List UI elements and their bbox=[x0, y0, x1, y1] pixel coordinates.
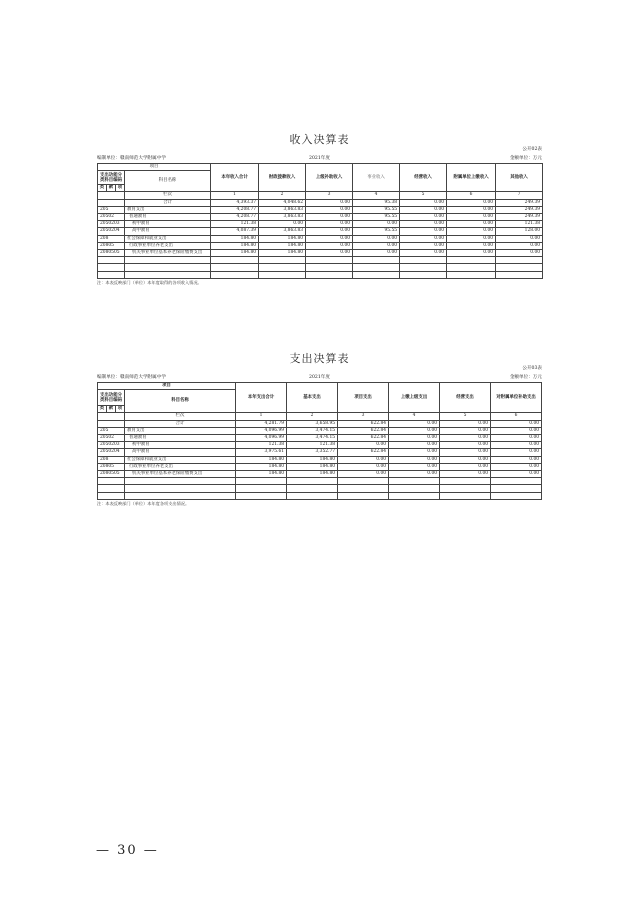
row-value-cell: 0.00 bbox=[400, 199, 447, 206]
expense-index-cell: 1 bbox=[236, 413, 287, 420]
table-row bbox=[98, 199, 543, 206]
row-value-cell: 121.38 bbox=[287, 442, 338, 449]
table-row bbox=[98, 456, 542, 463]
table-row bbox=[98, 242, 543, 249]
row-name-cell: 机关事业单位基本养老保险缴费支出 bbox=[125, 250, 211, 257]
income-hdr-xiang: 项 bbox=[116, 185, 125, 192]
row-code-cell bbox=[98, 199, 125, 206]
row-value-cell: 0.00 bbox=[491, 471, 542, 478]
row-value-cell: 121.38 bbox=[236, 442, 287, 449]
blank-row bbox=[98, 478, 542, 485]
row-value-cell: 0.00 bbox=[491, 427, 542, 434]
expense-hdr-name: 科目名称 bbox=[125, 390, 236, 413]
row-value-cell: 622.84 bbox=[338, 427, 389, 434]
expense-col-header: 基本支出 bbox=[287, 383, 338, 413]
table-row bbox=[98, 449, 542, 456]
row-value-cell: 0.00 bbox=[447, 235, 496, 242]
expense-hdr-item: 项目 bbox=[98, 383, 236, 390]
table-row bbox=[98, 420, 542, 427]
row-value-cell: 4,208.77 bbox=[211, 206, 259, 213]
row-value-cell: 0.00 bbox=[353, 221, 400, 228]
expense-index-blank bbox=[98, 413, 125, 420]
row-value-cell: 184.80 bbox=[211, 235, 259, 242]
row-code-cell bbox=[98, 420, 125, 427]
row-value-cell: 0.00 bbox=[389, 427, 440, 434]
row-value-cell: 0.00 bbox=[440, 449, 491, 456]
income-table bbox=[97, 163, 543, 279]
row-name-cell: 社会保障和就业支出 bbox=[125, 456, 236, 463]
row-value-cell: 0.00 bbox=[447, 206, 496, 213]
income-index-cell: 2 bbox=[259, 192, 306, 199]
income-hdr-name: 科目名称 bbox=[125, 171, 211, 192]
row-value-cell: 0.00 bbox=[389, 449, 440, 456]
expense-col-header: 经营支出 bbox=[440, 383, 491, 413]
row-value-cell: 0.00 bbox=[389, 442, 440, 449]
row-value-cell: 0.00 bbox=[389, 420, 440, 427]
expense-form-no: 公开03表 bbox=[522, 366, 542, 371]
row-value-cell: 0.00 bbox=[353, 242, 400, 249]
income-index-cell: 1 bbox=[211, 192, 259, 199]
expense-note: 注：本表反映部门（单位）本年度各项支出情况。 bbox=[97, 500, 190, 506]
income-index-cell: 5 bbox=[400, 192, 447, 199]
expense-col-header: 本年支出合计 bbox=[236, 383, 287, 413]
row-value-cell: 0.00 bbox=[259, 221, 306, 228]
income-index-cell: 6 bbox=[447, 192, 496, 199]
table-row bbox=[98, 214, 543, 221]
income-col-header: 财政拨款收入 bbox=[259, 164, 306, 192]
row-value-cell: 249.39 bbox=[496, 214, 543, 221]
income-form-no: 公开02表 bbox=[522, 147, 542, 152]
expense-col-header: 项目支出 bbox=[338, 383, 389, 413]
row-value-cell: 3,474.15 bbox=[287, 427, 338, 434]
row-value-cell: 0.00 bbox=[306, 250, 353, 257]
row-name-cell: 普通教育 bbox=[125, 214, 211, 221]
row-value-cell: 0.00 bbox=[440, 427, 491, 434]
table-row bbox=[98, 250, 543, 257]
row-value-cell: 0.00 bbox=[389, 435, 440, 442]
row-value-cell: 121.38 bbox=[211, 221, 259, 228]
table-row bbox=[98, 442, 542, 449]
row-value-cell: 95.55 bbox=[353, 206, 400, 213]
row-value-cell: 0.00 bbox=[306, 228, 353, 235]
income-title: 收入决算表 bbox=[289, 133, 350, 146]
row-value-cell: 95.38 bbox=[353, 199, 400, 206]
income-col-header: 本年收入合计 bbox=[211, 164, 259, 192]
row-value-cell: 0.00 bbox=[400, 214, 447, 221]
expense-year: 2021年度 bbox=[309, 375, 330, 380]
row-value-cell: 0.00 bbox=[440, 442, 491, 449]
row-code-cell: 2050203 bbox=[98, 442, 125, 449]
row-value-cell: 0.00 bbox=[306, 221, 353, 228]
row-value-cell: 0.00 bbox=[400, 206, 447, 213]
row-code-cell: 2080505 bbox=[98, 471, 125, 478]
table-row bbox=[98, 235, 543, 242]
row-code-cell: 208 bbox=[98, 235, 125, 242]
expense-hdr-lei: 类 bbox=[98, 406, 107, 413]
row-code-cell: 20805 bbox=[98, 463, 125, 470]
row-value-cell: 0.00 bbox=[306, 199, 353, 206]
expense-table-body bbox=[98, 420, 542, 499]
page-number: — 30 — bbox=[96, 843, 159, 858]
row-code-cell: 2080505 bbox=[98, 250, 125, 257]
row-value-cell: 0.00 bbox=[447, 250, 496, 257]
row-value-cell: 0.00 bbox=[440, 420, 491, 427]
expense-table bbox=[97, 382, 542, 500]
expense-title: 支出决算表 bbox=[289, 352, 350, 365]
row-value-cell: 0.00 bbox=[353, 235, 400, 242]
row-code-cell: 2050203 bbox=[98, 221, 125, 228]
row-name-cell: 普通教育 bbox=[125, 435, 236, 442]
row-value-cell: 0.00 bbox=[440, 435, 491, 442]
row-value-cell: 0.00 bbox=[338, 471, 389, 478]
income-table-body bbox=[98, 199, 543, 278]
table-row bbox=[98, 463, 542, 470]
row-value-cell: 184.80 bbox=[259, 242, 306, 249]
row-name-cell: 教育支出 bbox=[125, 206, 211, 213]
row-code-cell: 2050204 bbox=[98, 228, 125, 235]
expense-index-cell: 3 bbox=[338, 413, 389, 420]
row-value-cell: 0.00 bbox=[389, 471, 440, 478]
row-value-cell: 0.00 bbox=[491, 435, 542, 442]
blank-row bbox=[98, 264, 543, 271]
row-value-cell: 0.00 bbox=[389, 456, 440, 463]
row-value-cell: 3,975.61 bbox=[236, 449, 287, 456]
income-col-header: 上级补助收入 bbox=[306, 164, 353, 192]
income-money-unit: 金额单位：万元 bbox=[509, 156, 542, 161]
row-value-cell: 184.80 bbox=[236, 471, 287, 478]
income-meta bbox=[97, 147, 542, 155]
row-code-cell: 205 bbox=[98, 427, 125, 434]
income-hdr-lei: 类 bbox=[98, 185, 107, 192]
row-value-cell: 622.84 bbox=[338, 449, 389, 456]
row-value-cell: 0.00 bbox=[491, 463, 542, 470]
row-code-cell: 20805 bbox=[98, 242, 125, 249]
row-value-cell: 4,393.37 bbox=[211, 199, 259, 206]
blank-row bbox=[98, 485, 542, 492]
row-code-cell: 2050204 bbox=[98, 449, 125, 456]
row-name-cell: 社会保障和就业支出 bbox=[125, 235, 211, 242]
row-value-cell: 622.84 bbox=[338, 435, 389, 442]
table-row bbox=[98, 435, 542, 442]
row-value-cell: 0.00 bbox=[496, 235, 543, 242]
row-value-cell: 0.00 bbox=[491, 449, 542, 456]
row-value-cell: 249.39 bbox=[496, 199, 543, 206]
row-value-cell: 0.00 bbox=[306, 235, 353, 242]
row-value-cell: 4,208.77 bbox=[211, 214, 259, 221]
income-index-cell: 7 bbox=[496, 192, 543, 199]
row-value-cell: 622.84 bbox=[338, 420, 389, 427]
row-value-cell: 184.80 bbox=[259, 250, 306, 257]
row-value-cell: 0.00 bbox=[400, 228, 447, 235]
row-value-cell: 0.00 bbox=[440, 463, 491, 470]
row-value-cell: 0.00 bbox=[400, 242, 447, 249]
row-value-cell: 184.80 bbox=[236, 463, 287, 470]
row-value-cell: 3,863.83 bbox=[259, 206, 306, 213]
blank-row bbox=[98, 492, 542, 499]
row-value-cell: 0.00 bbox=[400, 250, 447, 257]
row-value-cell: 0.00 bbox=[440, 456, 491, 463]
expense-col-header: 对附属单位补助支出 bbox=[491, 383, 542, 413]
row-value-cell: 249.39 bbox=[496, 206, 543, 213]
row-value-cell: 4,087.39 bbox=[211, 228, 259, 235]
income-col-header: 其他收入 bbox=[496, 164, 543, 192]
row-name-cell: 初中教育 bbox=[125, 442, 236, 449]
row-value-cell: 0.00 bbox=[306, 206, 353, 213]
row-value-cell: 4,096.99 bbox=[236, 427, 287, 434]
row-value-cell: 0.00 bbox=[306, 242, 353, 249]
row-value-cell: 3,863.83 bbox=[259, 228, 306, 235]
row-value-cell: 4,096.99 bbox=[236, 435, 287, 442]
row-value-cell: 0.00 bbox=[491, 420, 542, 427]
row-value-cell: 0.00 bbox=[491, 442, 542, 449]
table-row bbox=[98, 206, 543, 213]
expense-hdr-xiang: 项 bbox=[116, 406, 125, 413]
row-name-cell: 行政事业单位养老支出 bbox=[125, 463, 236, 470]
row-value-cell: 0.00 bbox=[338, 456, 389, 463]
table-row bbox=[98, 471, 542, 478]
row-name-cell: 行政事业单位养老支出 bbox=[125, 242, 211, 249]
row-value-cell: 4,281.79 bbox=[236, 420, 287, 427]
row-value-cell: 184.80 bbox=[259, 235, 306, 242]
row-value-cell: 184.80 bbox=[236, 456, 287, 463]
row-name-cell: 机关事业单位基本养老保险缴费支出 bbox=[125, 471, 236, 478]
income-unit: 编制单位：赣南师范大学附属中学 bbox=[97, 156, 166, 161]
row-value-cell: 0.00 bbox=[400, 235, 447, 242]
row-value-cell: 0.00 bbox=[353, 250, 400, 257]
row-code-cell: 20502 bbox=[98, 214, 125, 221]
expense-unit: 编制单位：赣南师范大学附属中学 bbox=[97, 375, 166, 380]
table-row bbox=[98, 228, 543, 235]
row-name-cell: 初中教育 bbox=[125, 221, 211, 228]
income-hdr-kuan: 款 bbox=[107, 185, 116, 192]
row-value-cell: 0.00 bbox=[389, 463, 440, 470]
expense-index-cell: 4 bbox=[389, 413, 440, 420]
row-value-cell: 0.00 bbox=[400, 221, 447, 228]
table-row bbox=[98, 427, 542, 434]
expense-sheet bbox=[97, 352, 542, 508]
row-value-cell: 0.00 bbox=[440, 471, 491, 478]
income-col-header: 经营收入 bbox=[400, 164, 447, 192]
expense-col-header: 上缴上级支出 bbox=[389, 383, 440, 413]
row-value-cell: 0.00 bbox=[447, 242, 496, 249]
row-value-cell: 4,048.62 bbox=[259, 199, 306, 206]
row-value-cell: 184.80 bbox=[211, 250, 259, 257]
row-value-cell: 95.55 bbox=[353, 214, 400, 221]
row-name-cell: 合计 bbox=[125, 420, 236, 427]
row-value-cell: 3,863.83 bbox=[259, 214, 306, 221]
row-name-cell: 合计 bbox=[125, 199, 211, 206]
row-value-cell: 95.55 bbox=[353, 228, 400, 235]
row-name-cell: 高中教育 bbox=[125, 449, 236, 456]
income-hdr-item: 项目 bbox=[98, 164, 211, 171]
income-year: 2021年度 bbox=[309, 156, 330, 161]
expense-index-cell: 6 bbox=[491, 413, 542, 420]
income-meta-row bbox=[97, 155, 542, 163]
expense-index-cell: 2 bbox=[287, 413, 338, 420]
row-value-cell: 0.00 bbox=[447, 221, 496, 228]
row-value-cell: 184.80 bbox=[287, 463, 338, 470]
row-value-cell: 0.00 bbox=[338, 442, 389, 449]
row-value-cell: 3,658.95 bbox=[287, 420, 338, 427]
row-value-cell: 0.00 bbox=[496, 250, 543, 257]
row-value-cell: 121.38 bbox=[496, 221, 543, 228]
row-value-cell: 184.80 bbox=[211, 242, 259, 249]
income-index-label: 栏次 bbox=[125, 192, 211, 199]
expense-meta-row bbox=[97, 374, 542, 382]
row-name-cell: 高中教育 bbox=[125, 228, 211, 235]
row-value-cell: 3,352.77 bbox=[287, 449, 338, 456]
income-note: 注：本表反映部门（单位）本年度取得的各项收入情况。 bbox=[97, 279, 202, 285]
row-value-cell: 0.00 bbox=[338, 463, 389, 470]
row-value-cell: 0.00 bbox=[447, 199, 496, 206]
row-code-cell: 208 bbox=[98, 456, 125, 463]
income-col-header: 附属单位上缴收入 bbox=[447, 164, 496, 192]
expense-money-unit: 金额单位：万元 bbox=[509, 375, 542, 380]
row-code-cell: 205 bbox=[98, 206, 125, 213]
row-value-cell: 0.00 bbox=[447, 214, 496, 221]
table-row bbox=[98, 221, 543, 228]
row-value-cell: 128.00 bbox=[496, 228, 543, 235]
row-code-cell: 20502 bbox=[98, 435, 125, 442]
blank-row bbox=[98, 257, 543, 264]
income-hdr-class: 支出功能分类科目编码 bbox=[98, 171, 125, 185]
income-index-blank bbox=[98, 192, 125, 199]
expense-index-label: 栏次 bbox=[125, 413, 236, 420]
expense-index-cell: 5 bbox=[440, 413, 491, 420]
expense-hdr-class: 支出功能分类科目编码 bbox=[98, 390, 125, 406]
expense-meta bbox=[97, 366, 542, 374]
blank-row bbox=[98, 271, 543, 278]
row-name-cell: 教育支出 bbox=[125, 427, 236, 434]
row-value-cell: 0.00 bbox=[491, 456, 542, 463]
income-index-cell: 4 bbox=[353, 192, 400, 199]
row-value-cell: 0.00 bbox=[447, 228, 496, 235]
income-col-header: 事业收入 bbox=[353, 164, 400, 192]
row-value-cell: 0.00 bbox=[496, 242, 543, 249]
row-value-cell: 184.80 bbox=[287, 456, 338, 463]
row-value-cell: 0.00 bbox=[306, 214, 353, 221]
income-index-cell: 3 bbox=[306, 192, 353, 199]
row-value-cell: 3,474.15 bbox=[287, 435, 338, 442]
row-value-cell: 184.80 bbox=[287, 471, 338, 478]
expense-hdr-kuan: 款 bbox=[107, 406, 116, 413]
income-sheet bbox=[97, 133, 542, 287]
